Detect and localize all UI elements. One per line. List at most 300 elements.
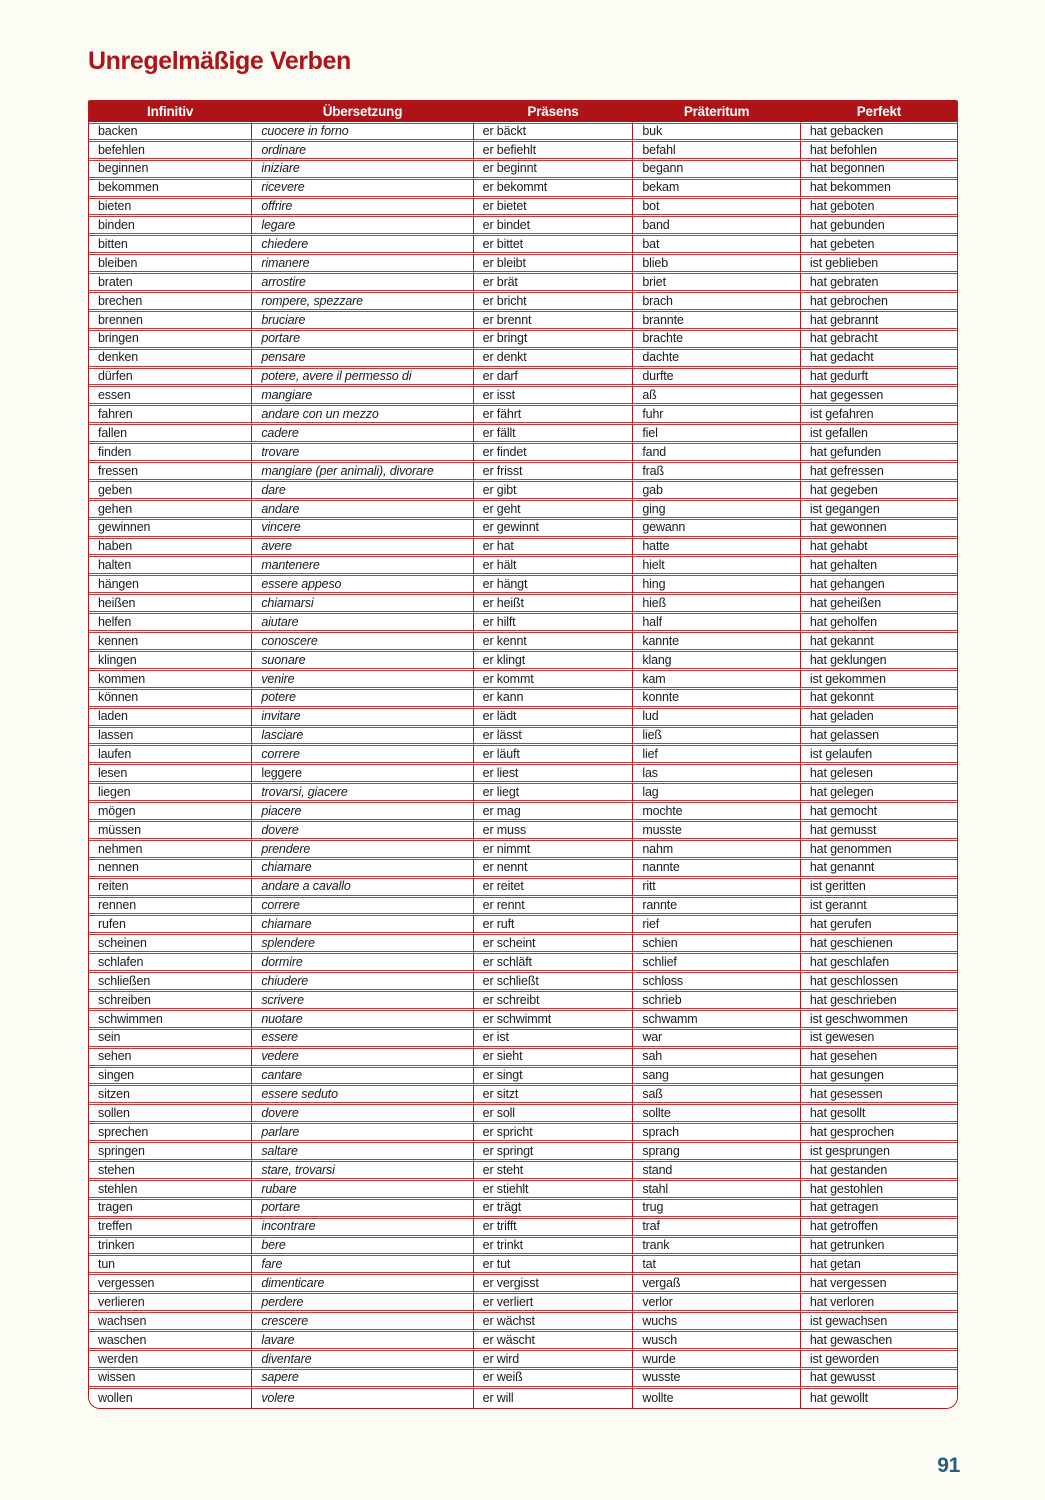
table-row [89, 860, 957, 879]
table-row [89, 1219, 957, 1238]
cell-praeteritum: stand [632, 1162, 800, 1181]
cell-uebersetzung: cuocere in forno [251, 123, 472, 142]
cell-praeteritum: ging [632, 501, 800, 520]
cell-praesens: er nimmt [473, 841, 633, 860]
header-row [89, 101, 957, 123]
cell-perfekt: ist gefallen [800, 425, 957, 444]
cell-praesens: er reitet [473, 879, 633, 898]
cell-perfekt: hat gedacht [800, 350, 957, 369]
table-row [89, 1332, 957, 1351]
cell-uebersetzung: portare [251, 1200, 472, 1219]
cell-praesens: er hält [473, 557, 633, 576]
cell-infinitiv: gehen [89, 501, 251, 520]
cell-uebersetzung: essere appeso [251, 576, 472, 595]
cell-infinitiv: hängen [89, 576, 251, 595]
cell-uebersetzung: parlare [251, 1124, 472, 1143]
cell-praeteritum: wuchs [632, 1313, 800, 1332]
cell-uebersetzung: mantenere [251, 557, 472, 576]
cell-uebersetzung: lavare [251, 1332, 472, 1351]
cell-uebersetzung: portare [251, 331, 472, 350]
cell-praesens: er bäckt [473, 123, 633, 142]
cell-perfekt: ist gelaufen [800, 746, 957, 765]
cell-uebersetzung: lasciare [251, 728, 472, 747]
cell-praesens: er geht [473, 501, 633, 520]
cell-praesens: er bindet [473, 217, 633, 236]
cell-uebersetzung: saltare [251, 1143, 472, 1162]
cell-infinitiv: springen [89, 1143, 251, 1162]
cell-uebersetzung: suonare [251, 652, 472, 671]
cell-uebersetzung: potere [251, 690, 472, 709]
cell-praesens: er klingt [473, 652, 633, 671]
cell-uebersetzung: rubare [251, 1181, 472, 1200]
cell-infinitiv: kennen [89, 633, 251, 652]
cell-uebersetzung: chiudere [251, 973, 472, 992]
cell-perfekt: hat gemusst [800, 822, 957, 841]
cell-uebersetzung: sapere [251, 1370, 472, 1389]
cell-infinitiv: stehlen [89, 1181, 251, 1200]
cell-praeteritum: gewann [632, 520, 800, 539]
cell-praeteritum: saß [632, 1086, 800, 1105]
cell-praeteritum: sollte [632, 1105, 800, 1124]
cell-perfekt: hat gefunden [800, 444, 957, 463]
cell-infinitiv: braten [89, 274, 251, 293]
cell-infinitiv: fressen [89, 463, 251, 482]
cell-praeteritum: bekam [632, 180, 800, 199]
cell-perfekt: hat gebrannt [800, 312, 957, 331]
table-row [89, 576, 957, 595]
cell-infinitiv: binden [89, 217, 251, 236]
cell-praeteritum: gab [632, 482, 800, 501]
cell-praeteritum: blieb [632, 255, 800, 274]
cell-praesens: er trinkt [473, 1238, 633, 1257]
table-row [89, 1105, 957, 1124]
cell-infinitiv: sprechen [89, 1124, 251, 1143]
cell-infinitiv: vergessen [89, 1275, 251, 1294]
cell-praesens: er nennt [473, 860, 633, 879]
cell-praeteritum: briet [632, 274, 800, 293]
cell-perfekt: ist geworden [800, 1351, 957, 1370]
table-row [89, 1086, 957, 1105]
table-row [89, 255, 957, 274]
cell-praesens: er will [473, 1389, 633, 1408]
cell-praeteritum: fuhr [632, 406, 800, 425]
cell-uebersetzung: mangiare [251, 387, 472, 406]
table-row [89, 444, 957, 463]
cell-uebersetzung: rimanere [251, 255, 472, 274]
cell-praesens: er bricht [473, 293, 633, 312]
cell-uebersetzung: aiutare [251, 614, 472, 633]
cell-infinitiv: wachsen [89, 1313, 251, 1332]
cell-perfekt: hat gebacken [800, 123, 957, 142]
cell-perfekt: hat gelesen [800, 765, 957, 784]
cell-uebersetzung: trovare [251, 444, 472, 463]
cell-uebersetzung: andare [251, 501, 472, 520]
table-row [89, 199, 957, 218]
cell-infinitiv: essen [89, 387, 251, 406]
table-row [89, 539, 957, 558]
cell-perfekt: hat gewaschen [800, 1332, 957, 1351]
cell-uebersetzung: essere seduto [251, 1086, 472, 1105]
cell-perfekt: hat gelegen [800, 784, 957, 803]
table-row [89, 1256, 957, 1275]
table-row [89, 765, 957, 784]
cell-perfekt: hat gefressen [800, 463, 957, 482]
cell-praeteritum: fraß [632, 463, 800, 482]
cell-uebersetzung: volere [251, 1389, 472, 1408]
cell-uebersetzung: scrivere [251, 992, 472, 1011]
cell-perfekt: hat gesprochen [800, 1124, 957, 1143]
cell-infinitiv: schließen [89, 973, 251, 992]
cell-infinitiv: laden [89, 709, 251, 728]
cell-praesens: er befiehlt [473, 142, 633, 161]
cell-praeteritum: brannte [632, 312, 800, 331]
cell-infinitiv: denken [89, 350, 251, 369]
cell-uebersetzung: offrire [251, 199, 472, 218]
cell-praeteritum: war [632, 1030, 800, 1049]
cell-perfekt: hat geheißen [800, 595, 957, 614]
cell-infinitiv: geben [89, 482, 251, 501]
cell-perfekt: hat gestanden [800, 1162, 957, 1181]
table-row [89, 482, 957, 501]
cell-praesens: er darf [473, 369, 633, 388]
table-row [89, 274, 957, 293]
table-row [89, 142, 957, 161]
table-row [89, 1370, 957, 1389]
cell-praeteritum: befahl [632, 142, 800, 161]
cell-praeteritum: sah [632, 1049, 800, 1068]
cell-praesens: er verliert [473, 1294, 633, 1313]
table-row [89, 916, 957, 935]
cell-uebersetzung: trovarsi, giacere [251, 784, 472, 803]
cell-infinitiv: dürfen [89, 369, 251, 388]
cell-infinitiv: halten [89, 557, 251, 576]
cell-uebersetzung: bere [251, 1238, 472, 1257]
cell-infinitiv: lassen [89, 728, 251, 747]
cell-praesens: er läuft [473, 746, 633, 765]
cell-uebersetzung: invitare [251, 709, 472, 728]
cell-uebersetzung: mangiare (per animali), divorare [251, 463, 472, 482]
cell-praesens: er frisst [473, 463, 633, 482]
table-row [89, 728, 957, 747]
cell-perfekt: hat gebunden [800, 217, 957, 236]
cell-uebersetzung: leggere [251, 765, 472, 784]
cell-infinitiv: bekommen [89, 180, 251, 199]
cell-praeteritum: schrieb [632, 992, 800, 1011]
cell-praesens: er gewinnt [473, 520, 633, 539]
cell-praesens: er schläft [473, 954, 633, 973]
cell-perfekt: hat begonnen [800, 161, 957, 180]
cell-perfekt: hat genommen [800, 841, 957, 860]
table-row [89, 1275, 957, 1294]
cell-praesens: er spricht [473, 1124, 633, 1143]
cell-praesens: er kennt [473, 633, 633, 652]
table-row [89, 841, 957, 860]
cell-perfekt: hat gekonnt [800, 690, 957, 709]
cell-perfekt: ist gewachsen [800, 1313, 957, 1332]
cell-praesens: er scheint [473, 935, 633, 954]
cell-perfekt: hat gebraten [800, 274, 957, 293]
cell-uebersetzung: diventare [251, 1351, 472, 1370]
cell-praesens: er findet [473, 444, 633, 463]
cell-praesens: er schwimmt [473, 1011, 633, 1030]
cell-infinitiv: bieten [89, 199, 251, 218]
cell-infinitiv: klingen [89, 652, 251, 671]
cell-infinitiv: tun [89, 1256, 251, 1275]
table-row [89, 1238, 957, 1257]
cell-uebersetzung: nuotare [251, 1011, 472, 1030]
cell-perfekt: hat gewusst [800, 1370, 957, 1389]
cell-perfekt: ist gekommen [800, 671, 957, 690]
cell-infinitiv: kommen [89, 671, 251, 690]
cell-praeteritum: hatte [632, 539, 800, 558]
cell-praeteritum: wurde [632, 1351, 800, 1370]
table-row [89, 1068, 957, 1087]
cell-praeteritum: mochte [632, 803, 800, 822]
cell-praeteritum: stahl [632, 1181, 800, 1200]
cell-praesens: er soll [473, 1105, 633, 1124]
cell-praeteritum: dachte [632, 350, 800, 369]
cell-infinitiv: schreiben [89, 992, 251, 1011]
cell-praeteritum: lag [632, 784, 800, 803]
cell-praesens: er bietet [473, 199, 633, 218]
cell-perfekt: hat befohlen [800, 142, 957, 161]
cell-uebersetzung: ordinare [251, 142, 472, 161]
cell-praeteritum: rief [632, 916, 800, 935]
column-header-praeteritum: Präteritum [632, 101, 800, 123]
cell-perfekt: hat gekannt [800, 633, 957, 652]
cell-perfekt: ist gewesen [800, 1030, 957, 1049]
table-row [89, 690, 957, 709]
cell-infinitiv: nehmen [89, 841, 251, 860]
cell-infinitiv: stehen [89, 1162, 251, 1181]
table-row [89, 463, 957, 482]
cell-uebersetzung: cadere [251, 425, 472, 444]
cell-perfekt: hat geholfen [800, 614, 957, 633]
cell-praeteritum: nannte [632, 860, 800, 879]
cell-praeteritum: durfte [632, 369, 800, 388]
cell-praeteritum: ritt [632, 879, 800, 898]
cell-infinitiv: schwimmen [89, 1011, 251, 1030]
cell-infinitiv: trinken [89, 1238, 251, 1257]
cell-praeteritum: wollte [632, 1389, 800, 1408]
table-row [89, 520, 957, 539]
cell-praesens: er bekommt [473, 180, 633, 199]
cell-infinitiv: fallen [89, 425, 251, 444]
cell-perfekt: hat verloren [800, 1294, 957, 1313]
cell-infinitiv: finden [89, 444, 251, 463]
cell-praeteritum: wusch [632, 1332, 800, 1351]
cell-uebersetzung: correre [251, 746, 472, 765]
cell-infinitiv: backen [89, 123, 251, 142]
cell-infinitiv: sitzen [89, 1086, 251, 1105]
cell-uebersetzung: stare, trovarsi [251, 1162, 472, 1181]
column-header-perfekt: Perfekt [800, 101, 957, 123]
table-row [89, 312, 957, 331]
table-row [89, 293, 957, 312]
cell-praesens: er muss [473, 822, 633, 841]
table-row [89, 1143, 957, 1162]
cell-praesens: er weiß [473, 1370, 633, 1389]
cell-praesens: er lässt [473, 728, 633, 747]
cell-infinitiv: verlieren [89, 1294, 251, 1313]
cell-praesens: er wächst [473, 1313, 633, 1332]
cell-uebersetzung: ricevere [251, 180, 472, 199]
cell-praeteritum: band [632, 217, 800, 236]
cell-praesens: er lädt [473, 709, 633, 728]
cell-perfekt: hat geschlafen [800, 954, 957, 973]
cell-praeteritum: hing [632, 576, 800, 595]
table-row [89, 331, 957, 350]
cell-perfekt: hat gesollt [800, 1105, 957, 1124]
cell-perfekt: hat gestohlen [800, 1181, 957, 1200]
cell-praeteritum: lief [632, 746, 800, 765]
cell-praeteritum: buk [632, 123, 800, 142]
cell-perfekt: hat gesungen [800, 1068, 957, 1087]
cell-praesens: er brät [473, 274, 633, 293]
cell-perfekt: hat gegeben [800, 482, 957, 501]
cell-praesens: er trägt [473, 1200, 633, 1219]
verb-table-header [89, 101, 957, 123]
cell-uebersetzung: pensare [251, 350, 472, 369]
table-row [89, 350, 957, 369]
cell-praeteritum: tat [632, 1256, 800, 1275]
cell-uebersetzung: andare a cavallo [251, 879, 472, 898]
cell-perfekt: hat getragen [800, 1200, 957, 1219]
cell-praeteritum: brach [632, 293, 800, 312]
cell-praesens: er kommt [473, 671, 633, 690]
cell-uebersetzung: perdere [251, 1294, 472, 1313]
table-row [89, 822, 957, 841]
cell-praeteritum: las [632, 765, 800, 784]
cell-perfekt: ist geritten [800, 879, 957, 898]
cell-perfekt: ist gerannt [800, 898, 957, 917]
cell-praesens: er wäscht [473, 1332, 633, 1351]
cell-infinitiv: singen [89, 1068, 251, 1087]
cell-infinitiv: werden [89, 1351, 251, 1370]
cell-infinitiv: bringen [89, 331, 251, 350]
cell-perfekt: ist gegangen [800, 501, 957, 520]
cell-praesens: er mag [473, 803, 633, 822]
cell-infinitiv: heißen [89, 595, 251, 614]
cell-perfekt: hat gehabt [800, 539, 957, 558]
cell-perfekt: hat bekommen [800, 180, 957, 199]
cell-uebersetzung: correre [251, 898, 472, 917]
column-header-praesens: Präsens [473, 101, 633, 123]
cell-praesens: er bringt [473, 331, 633, 350]
cell-praeteritum: begann [632, 161, 800, 180]
table-row [89, 217, 957, 236]
table-row [89, 1011, 957, 1030]
cell-praesens: er steht [473, 1162, 633, 1181]
cell-infinitiv: sollen [89, 1105, 251, 1124]
table-row [89, 746, 957, 765]
cell-praesens: er gibt [473, 482, 633, 501]
cell-perfekt: hat geschlossen [800, 973, 957, 992]
cell-perfekt: hat geschrieben [800, 992, 957, 1011]
table-row [89, 803, 957, 822]
cell-perfekt: hat gelassen [800, 728, 957, 747]
cell-praesens: er hat [473, 539, 633, 558]
cell-perfekt: hat gedurft [800, 369, 957, 388]
cell-infinitiv: fahren [89, 406, 251, 425]
cell-praeteritum: schloss [632, 973, 800, 992]
cell-infinitiv: gewinnen [89, 520, 251, 539]
cell-uebersetzung: dormire [251, 954, 472, 973]
cell-praesens: er ruft [473, 916, 633, 935]
column-header-uebersetzung: Übersetzung [251, 101, 472, 123]
cell-praesens: er liest [473, 765, 633, 784]
cell-uebersetzung: bruciare [251, 312, 472, 331]
cell-uebersetzung: incontrare [251, 1219, 472, 1238]
cell-praesens: er singt [473, 1068, 633, 1087]
cell-uebersetzung: essere [251, 1030, 472, 1049]
verb-table [89, 101, 957, 1408]
table-row [89, 387, 957, 406]
cell-uebersetzung: legare [251, 217, 472, 236]
cell-perfekt: hat gebrochen [800, 293, 957, 312]
cell-praeteritum: half [632, 614, 800, 633]
cell-perfekt: hat geschienen [800, 935, 957, 954]
cell-perfekt: hat gehalten [800, 557, 957, 576]
table-row [89, 1181, 957, 1200]
table-row [89, 1294, 957, 1313]
cell-praesens: er sitzt [473, 1086, 633, 1105]
cell-praesens: er springt [473, 1143, 633, 1162]
cell-infinitiv: helfen [89, 614, 251, 633]
cell-praesens: er trifft [473, 1219, 633, 1238]
cell-praeteritum: sprach [632, 1124, 800, 1143]
table-row [89, 1124, 957, 1143]
cell-uebersetzung: crescere [251, 1313, 472, 1332]
cell-praeteritum: hieß [632, 595, 800, 614]
cell-praeteritum: kannte [632, 633, 800, 652]
cell-praeteritum: sang [632, 1068, 800, 1087]
table-row [89, 369, 957, 388]
cell-infinitiv: lesen [89, 765, 251, 784]
cell-infinitiv: brechen [89, 293, 251, 312]
cell-praeteritum: lud [632, 709, 800, 728]
cell-praeteritum: schwamm [632, 1011, 800, 1030]
table-row [89, 671, 957, 690]
cell-praesens: er liegt [473, 784, 633, 803]
cell-perfekt: hat gebeten [800, 236, 957, 255]
table-row [89, 879, 957, 898]
cell-praesens: er bleibt [473, 255, 633, 274]
table-row [89, 709, 957, 728]
cell-uebersetzung: dimenticare [251, 1275, 472, 1294]
cell-praesens: er sieht [473, 1049, 633, 1068]
cell-infinitiv: beginnen [89, 161, 251, 180]
cell-infinitiv: tragen [89, 1200, 251, 1219]
table-row [89, 1030, 957, 1049]
table-row [89, 180, 957, 199]
cell-praesens: er beginnt [473, 161, 633, 180]
table-row [89, 973, 957, 992]
cell-perfekt: hat geladen [800, 709, 957, 728]
cell-praesens: er denkt [473, 350, 633, 369]
cell-infinitiv: laufen [89, 746, 251, 765]
cell-infinitiv: wollen [89, 1389, 251, 1408]
cell-uebersetzung: fare [251, 1256, 472, 1275]
cell-perfekt: hat gebracht [800, 331, 957, 350]
cell-uebersetzung: chiedere [251, 236, 472, 255]
cell-praesens: er vergisst [473, 1275, 633, 1294]
cell-perfekt: ist gefahren [800, 406, 957, 425]
cell-infinitiv: bleiben [89, 255, 251, 274]
table-row [89, 236, 957, 255]
cell-perfekt: hat genannt [800, 860, 957, 879]
cell-infinitiv: rufen [89, 916, 251, 935]
